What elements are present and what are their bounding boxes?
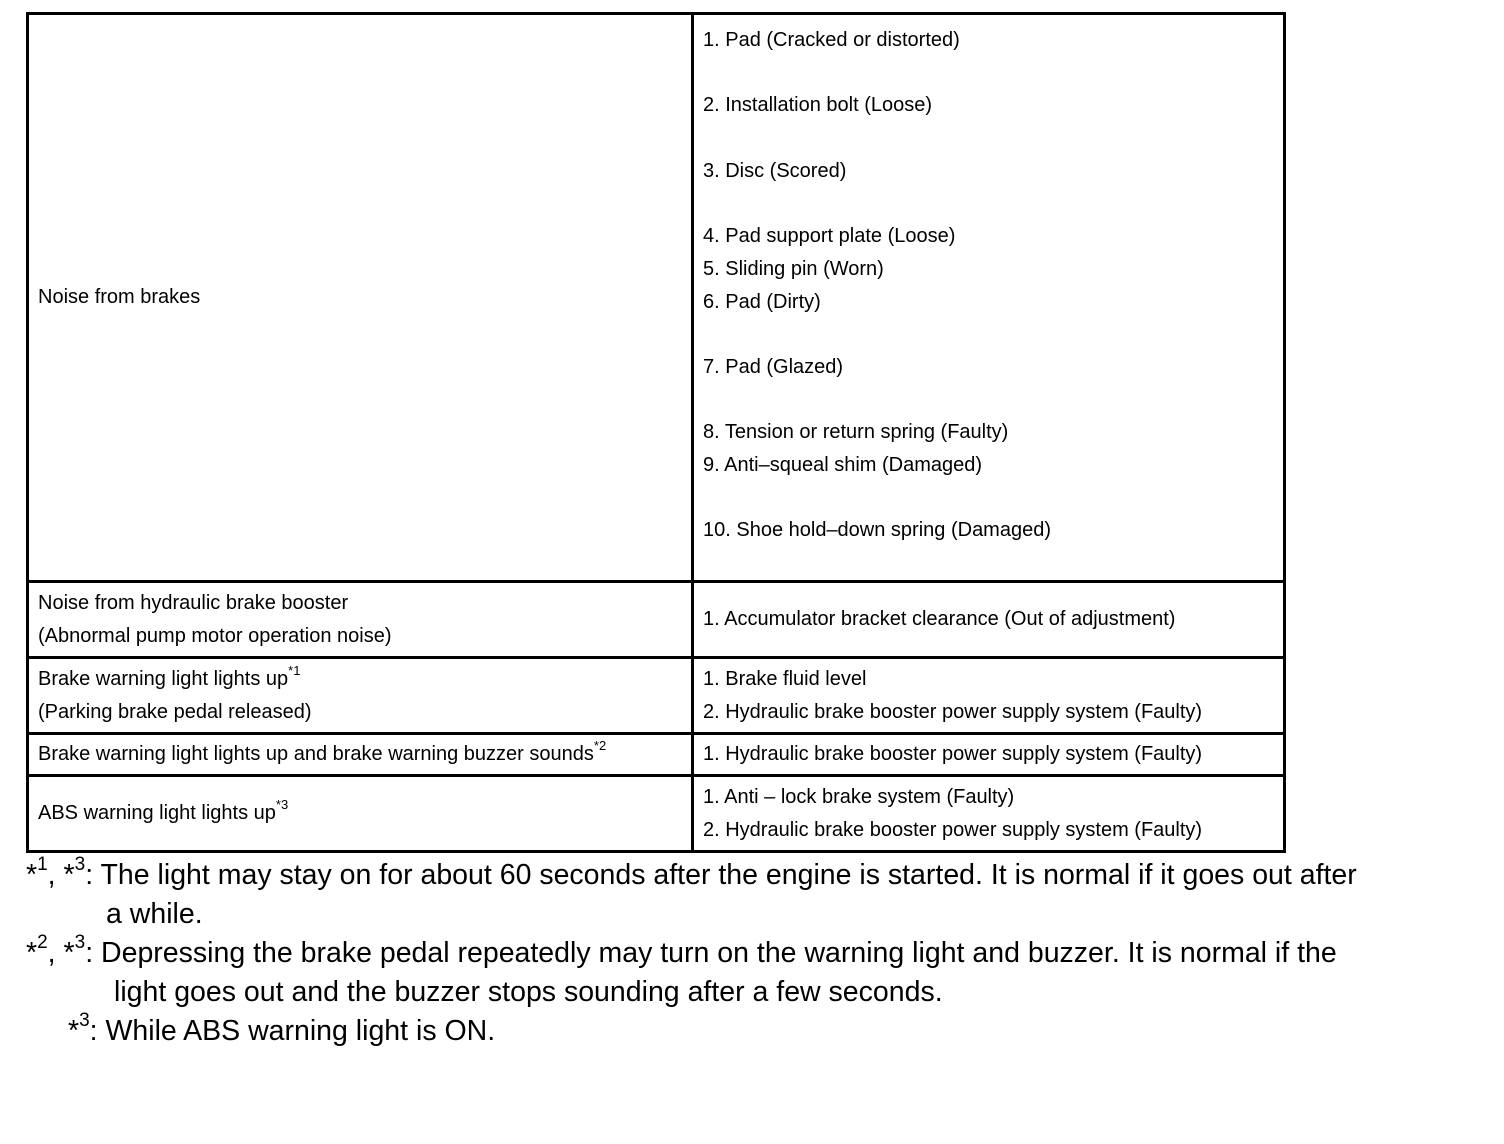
- footnote-ref: *1: [288, 662, 301, 678]
- footnote-marker: *$^3$: [68, 1009, 90, 1047]
- symptom-text: Noise from hydraulic brake booster: [38, 591, 349, 614]
- cause-item: 6. Pad (Dirty): [703, 290, 821, 313]
- footnote-marker: *$^1$, *$^3$: [26, 853, 86, 891]
- cause-item: 9. Anti–squeal shim (Damaged): [703, 454, 983, 477]
- symptom-text: ABS warning light lights up: [38, 802, 276, 824]
- symptom-text: (Abnormal pump motor operation noise): [38, 624, 392, 647]
- footnote-marker: *$^2$, *$^3$: [26, 931, 86, 969]
- symptom-cell: [28, 14, 693, 582]
- cause-item: 8. Tension or return spring (Faulty): [703, 421, 1009, 444]
- footnote-text: : Depressing the brake pedal repeatedly may turn on the warning light and buzzer. It is normal if the: [85, 937, 1337, 969]
- symptom-text: Brake warning light lights up: [38, 667, 289, 690]
- symptom-text: Brake warning light lights up and brake warning buzzer sounds: [38, 743, 594, 765]
- cause-item: 1. Accumulator bracket clearance (Out of adjustment): [703, 608, 1176, 631]
- footnotes: [26, 853, 1486, 1051]
- cause-item: 1. Anti – lock brake system (Faulty): [703, 785, 1015, 808]
- footnote-text: light goes out and the buzzer stops sounding after a few seconds.: [114, 976, 943, 1008]
- cause-item: 3. Disc (Scored): [703, 159, 847, 182]
- table-row: [28, 658, 1285, 734]
- table-row: [28, 734, 1285, 776]
- cause-item: 2. Installation bolt (Loose): [703, 94, 933, 117]
- symptom-cell: [28, 582, 693, 658]
- cause-cell: [693, 14, 1285, 582]
- footnote: [26, 931, 1486, 1012]
- cause-item: 5. Sliding pin (Worn): [703, 257, 884, 280]
- footnote-text: a while.: [106, 898, 203, 930]
- symptom-text: Noise from brakes: [38, 286, 201, 308]
- troubleshooting-table: [26, 12, 1286, 853]
- footnote-text: : While ABS warning light is ON.: [89, 1015, 496, 1047]
- symptom-cell: [28, 734, 693, 776]
- symptom-cell: [28, 776, 693, 852]
- footnote: [26, 1009, 1486, 1051]
- footnote-text: : The light may stay on for about 60 seconds after the engine is started. It is normal if it goes out after: [85, 859, 1357, 891]
- table-row: [28, 14, 1285, 582]
- cause-item: 1. Brake fluid level: [703, 667, 867, 690]
- symptom-text: (Parking brake pedal released): [38, 700, 312, 723]
- cause-item: 1. Pad (Cracked or distorted): [703, 29, 960, 51]
- cause-cell: [693, 734, 1285, 776]
- cause-item: 10. Shoe hold–down spring (Damaged): [703, 519, 1051, 542]
- cause-cell: [693, 582, 1285, 658]
- cause-cell: [693, 658, 1285, 734]
- cause-item: 7. Pad (Glazed): [703, 355, 844, 378]
- table-row: [28, 776, 1285, 852]
- cause-cell: [693, 776, 1285, 852]
- cause-item: 4. Pad support plate (Loose): [703, 225, 956, 248]
- table-row: [28, 582, 1285, 658]
- cause-item: 2. Hydraulic brake booster power supply system (Faulty): [703, 818, 1203, 841]
- footnote-ref: *3: [275, 797, 289, 813]
- cause-item: 1. Hydraulic brake booster power supply system (Faulty): [703, 743, 1203, 766]
- footnote: [26, 853, 1486, 934]
- footnote-ref: *2: [593, 738, 607, 754]
- symptom-cell: [28, 658, 693, 734]
- cause-item: 2. Hydraulic brake booster power supply system (Faulty): [703, 700, 1203, 723]
